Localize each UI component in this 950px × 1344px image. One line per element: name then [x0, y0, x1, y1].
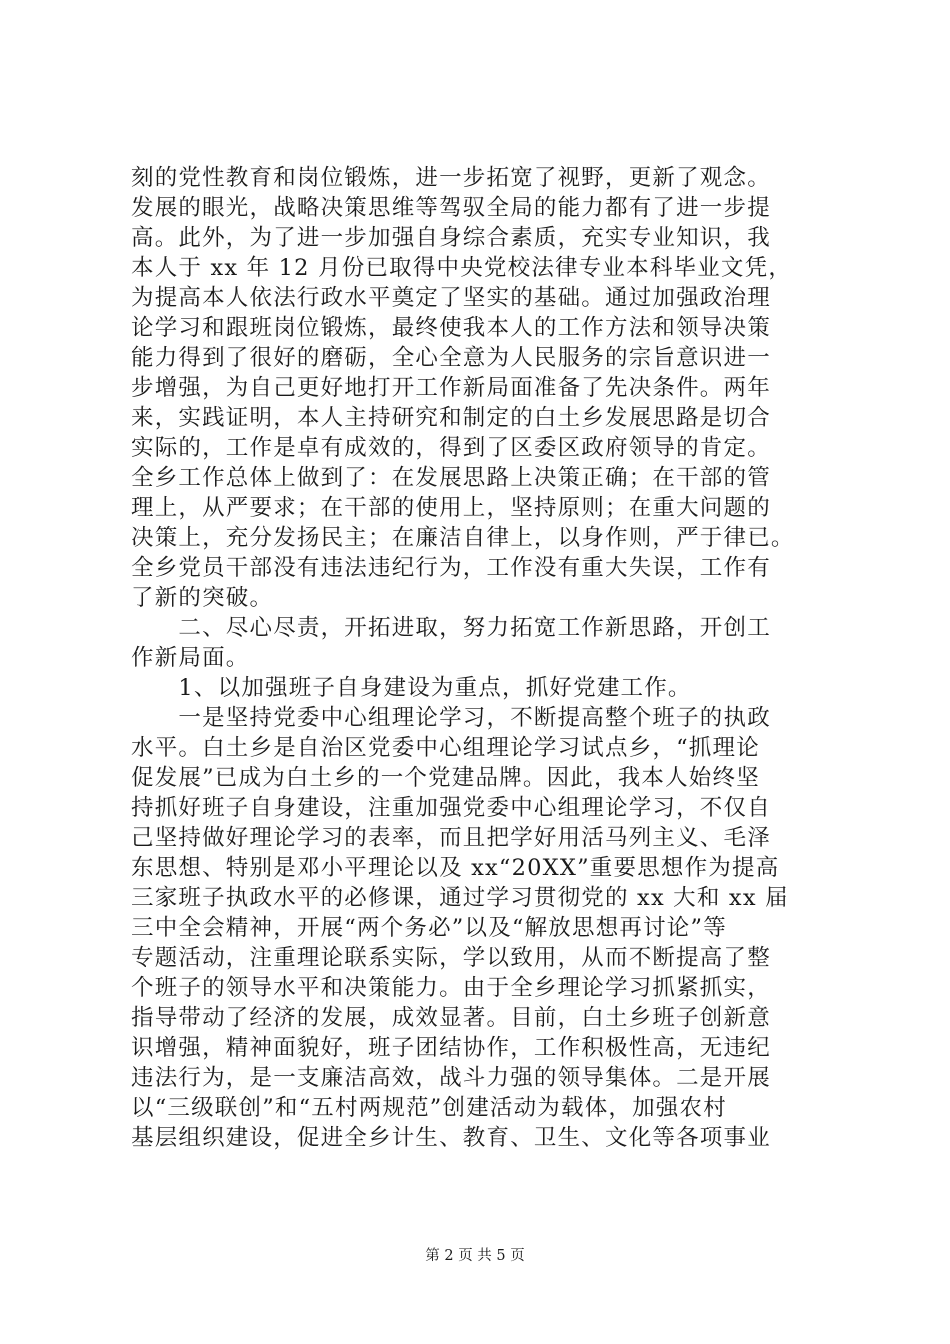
text-line: 三中全会精神，开展“两个务必”以及“解放思想再讨论”等: [131, 915, 727, 941]
text-line: 实际的，工作是卓有成效的，得到了区委区政府领导的肯定。: [131, 435, 771, 461]
text-line: 为提高本人依法行政水平奠定了坚实的基础。通过加强政治理: [131, 285, 771, 311]
text-line: 步增强，为自己更好地打开工作新局面准备了先决条件。两年: [131, 375, 771, 401]
text-line: 以“三级联创”和“五村两规范”创建活动为载体，加强农村: [131, 1095, 727, 1121]
text-line: 全乡党员干部没有违法违纪行为，工作没有重大失误，工作有: [131, 555, 771, 581]
text-line: 本人于 xx 年 12 月份已取得中央党校法律专业本科毕业文凭，: [131, 255, 793, 281]
text-line: 一是坚持党委中心组理论学习，不断提高整个班子的执政: [131, 705, 771, 731]
page-number-footer: 第 2 页 共 5 页: [425, 1248, 525, 1264]
text-line: 持抓好班子自身建设，注重加强党委中心组理论学习，不仅自: [131, 795, 771, 821]
text-line: 刻的党性教育和岗位锻炼，进一步拓宽了视野，更新了观念。: [131, 165, 771, 191]
text-line: 东思想、特别是邓小平理论以及 xx“20XX”重要思想作为提高: [131, 855, 780, 881]
text-line: 专题活动，注重理论联系实际，学以致用，从而不断提高了整: [131, 945, 771, 971]
subsection-heading-line: 1、以加强班子自身建设为重点，抓好党建工作。: [131, 675, 692, 701]
text-line: 能力得到了很好的磨砺，全心全意为人民服务的宗旨意识进一: [131, 345, 771, 371]
text-line: 三家班子执政水平的必修课，通过学习贯彻党的 xx 大和 xx 届: [131, 885, 789, 911]
document-body: [131, 163, 851, 1153]
text-line: 个班子的领导水平和决策能力。由于全乡理论学习抓紧抓实，: [131, 975, 771, 1001]
text-line: 全乡工作总体上做到了：在发展思路上决策正确；在干部的管: [131, 465, 771, 491]
text-line: 己坚持做好理论学习的表率，而且把学好用活马列主义、毛泽: [131, 825, 771, 851]
section-heading-line: 二、尽心尽责，开拓进取，努力拓宽工作新思路，开创工: [131, 615, 771, 641]
text-line: 指导带动了经济的发展，成效显著。目前，白土乡班子创新意: [131, 1005, 771, 1031]
text-line: 违法行为，是一支廉洁高效，战斗力强的领导集体。二是开展: [131, 1065, 771, 1091]
text-line: 识增强，精神面貌好，班子团结协作，工作积极性高，无违纪: [131, 1035, 771, 1061]
text-line: 促发展”已成为白土乡的一个党建品牌。因此，我本人始终坚: [131, 765, 760, 791]
text-line: 了新的突破。: [131, 585, 274, 611]
text-line: 来，实践证明，本人主持研究和制定的白土乡发展思路是切合: [131, 405, 771, 431]
text-line: 理上，从严要求；在干部的使用上，坚持原则；在重大问题的: [131, 495, 771, 521]
text-line: 决策上，充分发扬民主；在廉洁自律上，以身作则，严于律已。: [131, 525, 795, 551]
text-line: 论学习和跟班岗位锻炼，最终使我本人的工作方法和领导决策: [131, 315, 771, 341]
section-heading-line: 作新局面。: [131, 645, 250, 671]
text-line: 基层组织建设，促进全乡计生、教育、卫生、文化等各项事业: [131, 1125, 771, 1151]
text-line: 高。此外，为了进一步加强自身综合素质，充实专业知识，我: [131, 225, 771, 251]
text-line: 水平。白土乡是自治区党委中心组理论学习试点乡，“抓理论: [131, 735, 760, 761]
text-line: 发展的眼光，战略决策思维等驾驭全局的能力都有了进一步提: [131, 195, 771, 221]
